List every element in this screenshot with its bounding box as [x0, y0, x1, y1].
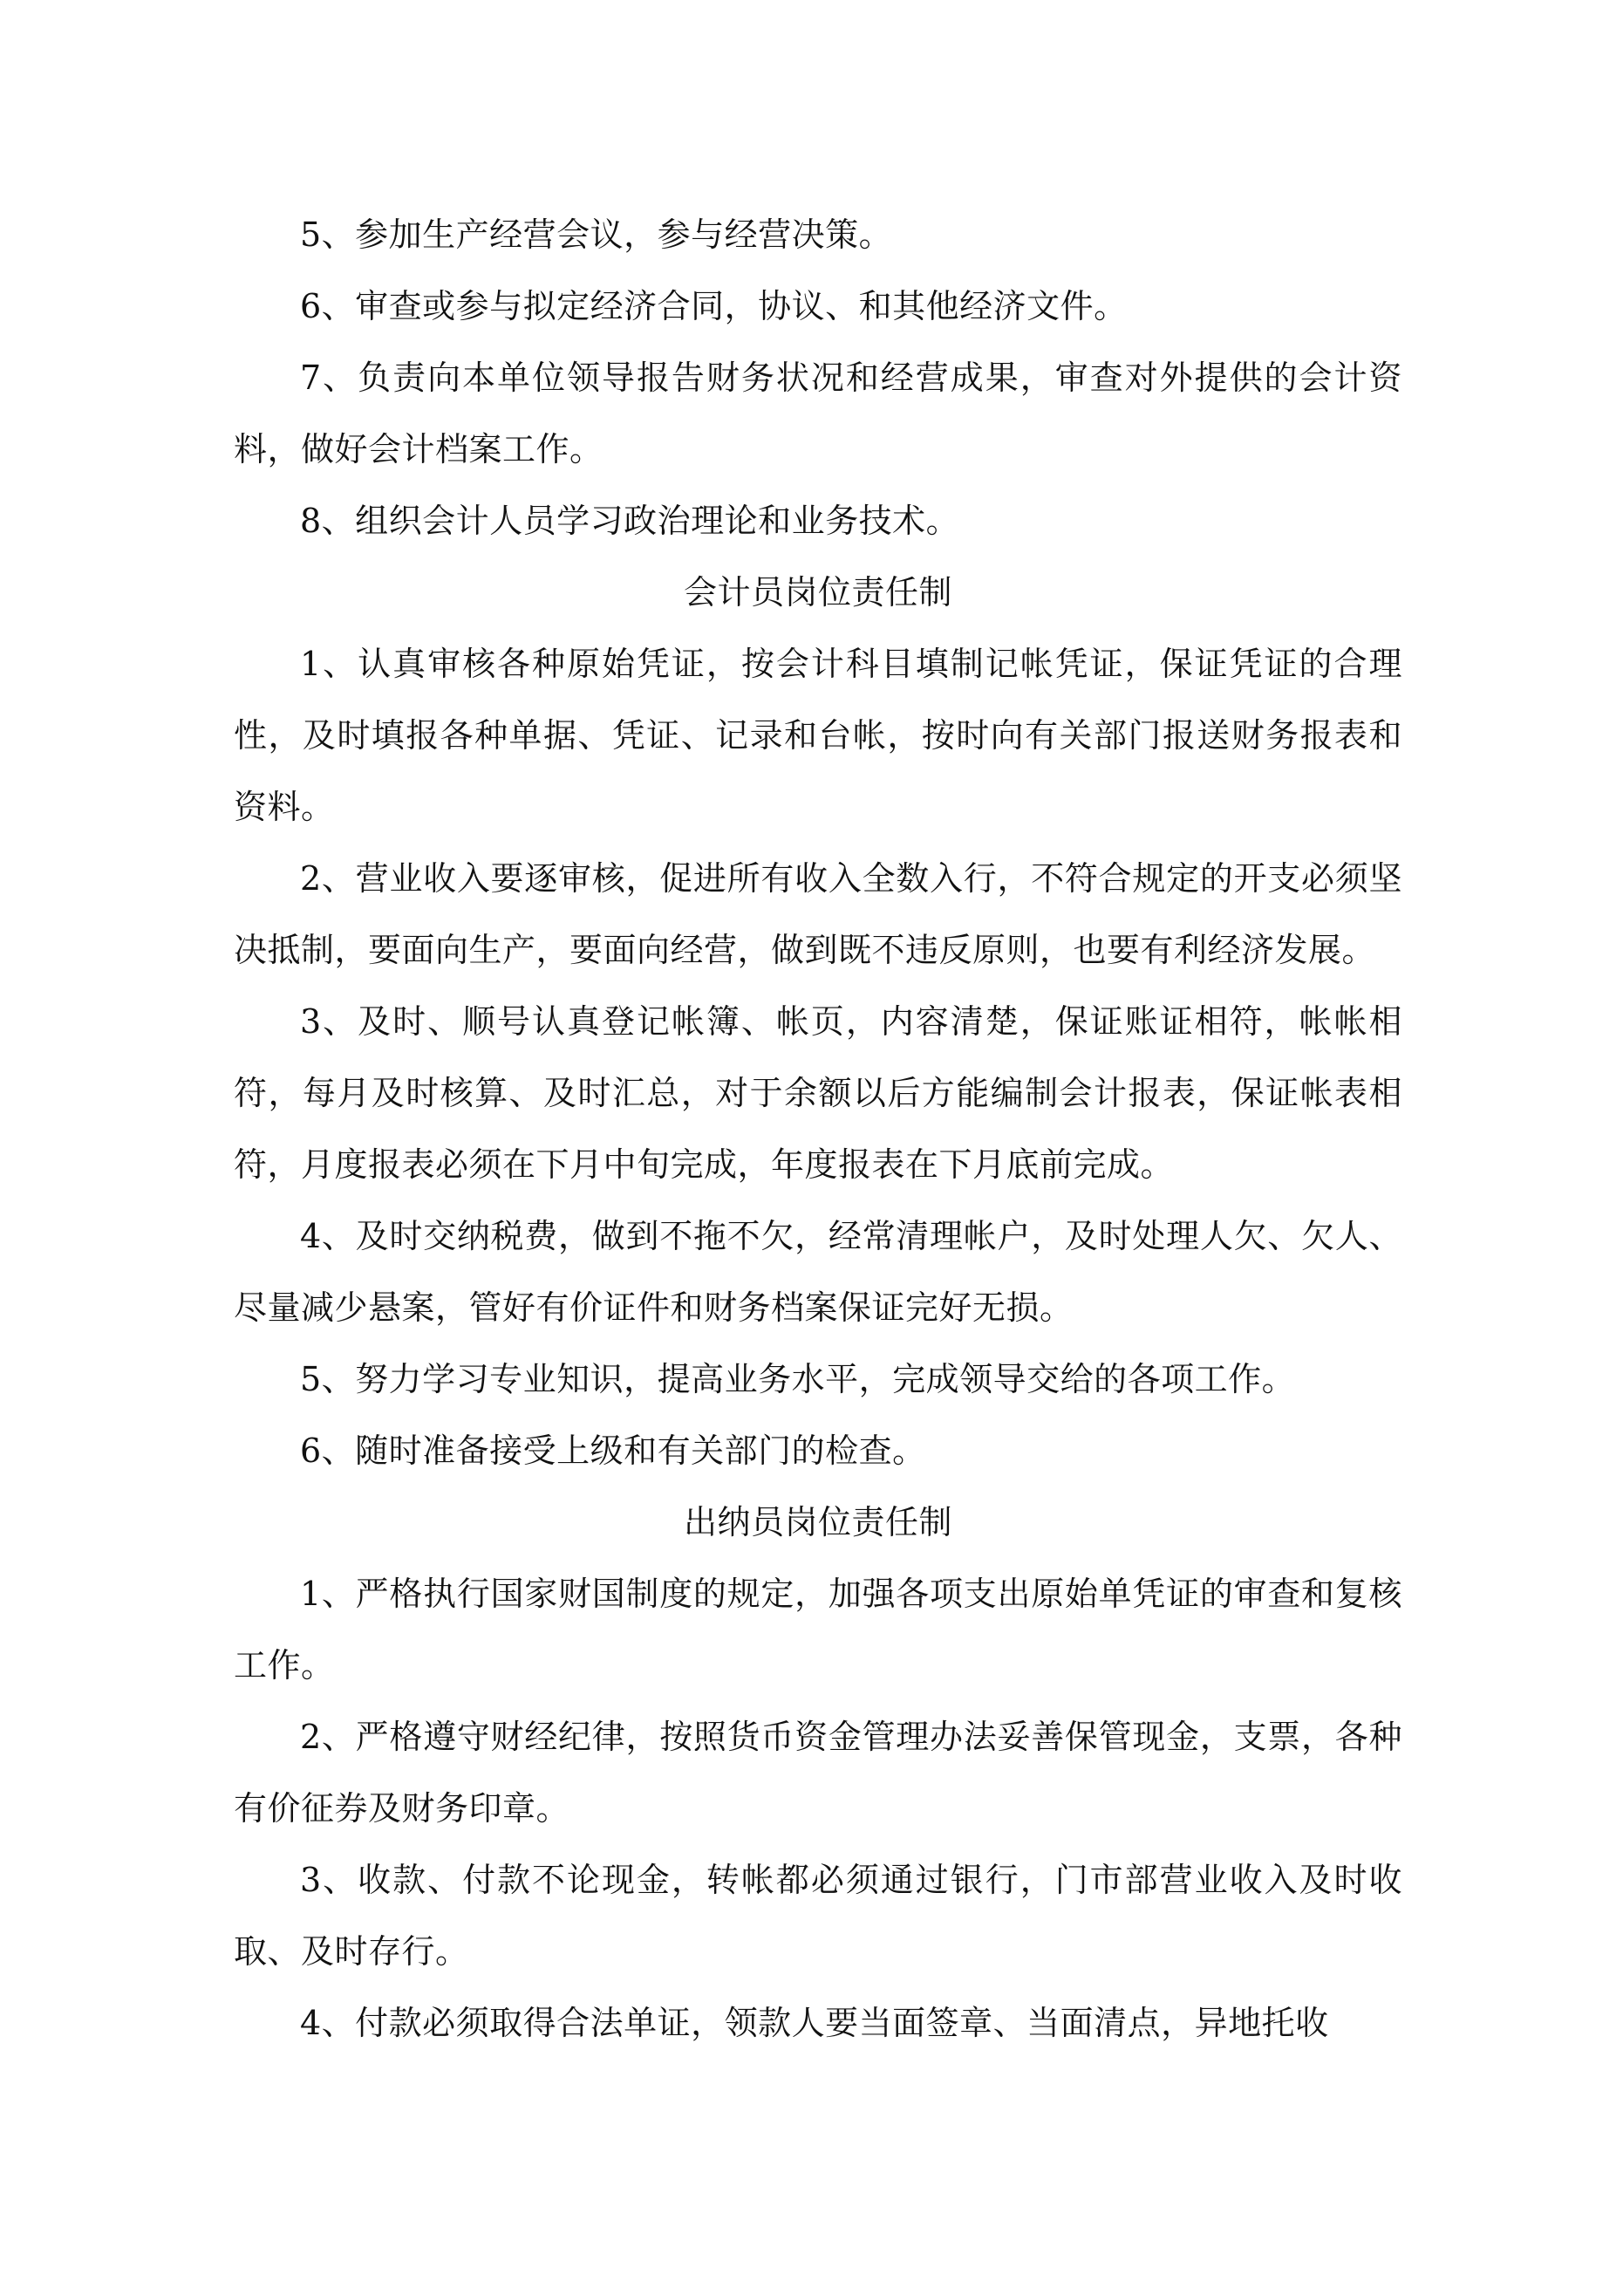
section-heading: 出纳员岗位责任制 [683, 1503, 952, 1541]
paragraph-4: 4、付款必须取得合法单证，领款人要当面签章、当面清点，异地托收 [300, 2004, 1329, 2042]
paragraph-2: 2、严格遵守财经纪律，按照货币资金管理办法妥善保管现金，支票，各种有价征券及财务印章。 [234, 1718, 1402, 1828]
section-accountant-duties [234, 557, 1402, 1486]
paragraph-6: 6、审查或参与拟定经济合同，协议、和其他经济文件。 [300, 287, 1128, 325]
paragraph-8: 8、组织会计人员学习政治理论和业务技术。 [300, 502, 960, 540]
document-page [234, 199, 1402, 2059]
paragraph-5: 5、努力学习专业知识，提高业务水平，完成领导交给的各项工作。 [300, 1360, 1296, 1398]
paragraph-5: 5、参加生产经营会议，参与经营决策。 [300, 215, 893, 254]
section-general-accounting [234, 199, 1402, 557]
paragraph-6: 6、随时准备接受上级和有关部门的检查。 [300, 1432, 926, 1470]
paragraph-2: 2、营业收入要逐审核，促进所有收入全数入行，不符合规定的开支必须坚决抵制，要面向生产，要面向经营，做到既不违反原则，也要有利经济发展。 [234, 859, 1402, 969]
paragraph-7: 7、负责向本单位领导报告财务状况和经营成果，审查对外提供的会计资料，做好会计档案工作。 [234, 359, 1402, 468]
paragraph-4: 4、及时交纳税费，做到不拖不欠，经常清理帐户，及时处理人欠、欠人、尽量减少悬案，管好有价证件和财务档案保证完好无损。 [234, 1217, 1402, 1327]
section-cashier-duties [234, 1486, 1402, 2059]
paragraph-3: 3、收款、付款不论现金，转帐都必须通过银行，门市部营业收入及时收取、及时存行。 [234, 1861, 1402, 1971]
paragraph-1: 1、认真审核各种原始凭证，按会计科目填制记帐凭证，保证凭证的合理性，及时填报各种单据、凭证、记录和台帐，按时向有关部门报送财务报表和资料。 [234, 645, 1402, 826]
paragraph-1: 1、严格执行国家财国制度的规定，加强各项支出原始单凭证的审查和复核工作。 [234, 1575, 1402, 1684]
paragraph-3: 3、及时、顺号认真登记帐簿、帐页，内容清楚，保证账证相符，帐帐相符，每月及时核算、及时汇总，对于余额以后方能编制会计报表，保证帐表相符，月度报表必须在下月中旬完成，年度报表在下月底前完成。 [234, 1002, 1402, 1184]
section-heading: 会计员岗位责任制 [683, 573, 952, 612]
